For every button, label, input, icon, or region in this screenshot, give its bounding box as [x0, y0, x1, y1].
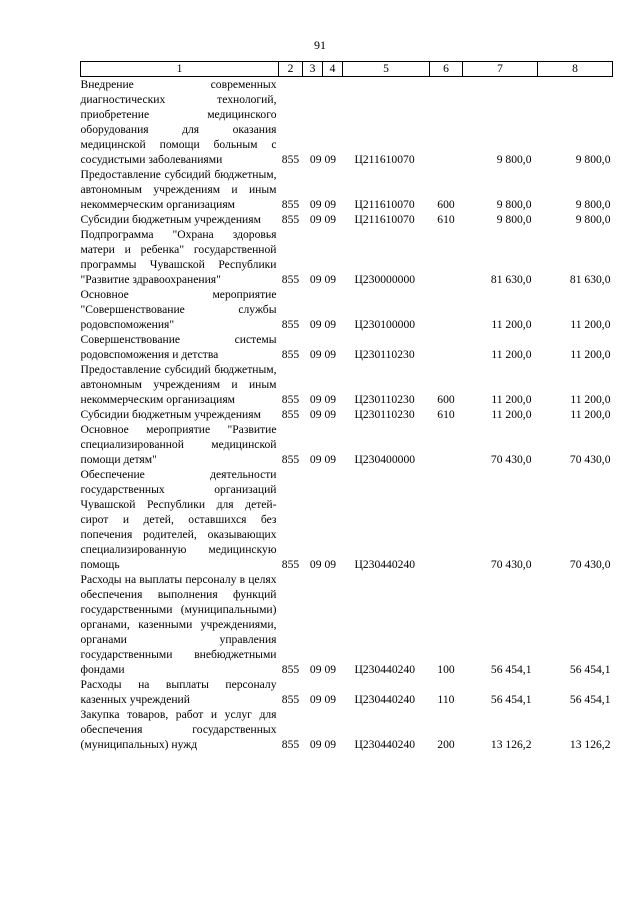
row-name: Закупка товаров, работ и услуг для обеспечения государственных (муниципальных) нужд	[80, 708, 277, 751]
row-amount-1: 11 200,0	[491, 408, 532, 421]
row-expense-type: 100	[437, 663, 455, 676]
row-expense-type	[430, 332, 463, 362]
row-amount-1: 56 454,1	[490, 663, 532, 676]
row-amount-1: 9 800,0	[496, 198, 532, 211]
row-name: Субсидии бюджетным учреждениям	[80, 408, 261, 421]
row-subsection: 09	[324, 348, 337, 361]
row-target-article: Ц230110230	[354, 348, 415, 361]
row-admin-code: 855	[281, 408, 300, 421]
row-section: 09	[309, 408, 322, 421]
row-target-article: Ц230400000	[354, 453, 416, 466]
row-subsection: 09	[324, 213, 337, 226]
row-admin-code: 855	[281, 318, 300, 331]
row-admin-code: 855	[281, 153, 300, 166]
row-admin-code: 855	[281, 273, 300, 286]
row-amount-2: 70 430,0	[569, 453, 611, 466]
row-amount-2: 56 454,1	[569, 693, 611, 706]
row-subsection: 09	[324, 153, 337, 166]
row-target-article: Ц230440240	[354, 738, 416, 751]
row-amount-1: 11 200,0	[491, 318, 532, 331]
header-col-4: 4	[323, 62, 343, 77]
table-row	[81, 422, 613, 467]
row-subsection: 09	[324, 393, 337, 406]
row-name: Предоставление субсидий бюджетным, автономным учреждениям и иным некоммерческим организациям	[80, 168, 277, 211]
row-subsection: 09	[324, 318, 337, 331]
row-target-article: Ц230440240	[354, 558, 416, 571]
table-row	[81, 332, 613, 362]
row-subsection: 09	[324, 738, 337, 751]
row-amount-1: 70 430,0	[490, 453, 532, 466]
row-expense-type: 200	[437, 738, 455, 751]
row-section: 09	[309, 348, 322, 361]
row-admin-code: 855	[281, 198, 300, 211]
row-amount-1: 70 430,0	[490, 558, 532, 571]
row-target-article: Ц211610070	[354, 153, 415, 166]
row-amount-1: 56 454,1	[490, 693, 532, 706]
row-expense-type: 610	[437, 408, 455, 421]
row-amount-2: 11 200,0	[570, 348, 611, 361]
header-col-5: 5	[343, 62, 430, 77]
row-subsection: 09	[324, 663, 337, 676]
table-row	[81, 362, 613, 407]
row-subsection: 09	[324, 453, 337, 466]
header-col-1: 1	[81, 62, 279, 77]
row-target-article: Ц230110230	[354, 408, 415, 421]
row-admin-code: 855	[281, 558, 300, 571]
row-target-article: Ц230000000	[354, 273, 416, 286]
table-row	[81, 167, 613, 212]
row-name: Предоставление субсидий бюджетным, автономным учреждениям и иным некоммерческим организациям	[80, 363, 277, 406]
row-expense-type: 610	[437, 213, 455, 226]
row-section: 09	[309, 453, 322, 466]
row-section: 09	[309, 693, 322, 706]
row-target-article: Ц211610070	[354, 198, 415, 211]
row-section: 09	[309, 273, 322, 286]
table-row	[81, 212, 613, 227]
table-row	[81, 677, 613, 707]
row-expense-type	[430, 467, 463, 572]
row-target-article: Ц230110230	[354, 393, 415, 406]
header-col-8: 8	[538, 62, 613, 77]
row-admin-code: 855	[281, 393, 300, 406]
table-row	[81, 572, 613, 677]
row-amount-2: 9 800,0	[575, 153, 611, 166]
row-target-article: Ц230440240	[354, 663, 416, 676]
row-name: Субсидии бюджетным учреждениям	[80, 213, 261, 226]
budget-table	[80, 61, 613, 752]
row-section: 09	[309, 318, 322, 331]
row-expense-type	[430, 287, 463, 332]
row-section: 09	[309, 153, 322, 166]
row-section: 09	[309, 663, 322, 676]
row-amount-1: 11 200,0	[491, 393, 532, 406]
table-row	[81, 77, 613, 168]
row-target-article: Ц211610070	[354, 213, 415, 226]
row-section: 09	[309, 198, 322, 211]
row-target-article: Ц230100000	[354, 318, 416, 331]
row-name: Расходы на выплаты персоналу в целях обеспечения выполнения функций государственными (муниципальными) органами, казенными учреждениями, органами управления государственными внебюджетными фондами	[80, 573, 277, 676]
row-name: Обеспечение деятельности государственных организаций Чувашской Республики для детей-сирот и детей, оставшихся без попечения родителей, оказывающих специализированную медицинскую помощь	[80, 468, 277, 571]
row-amount-1: 13 126,2	[490, 738, 532, 751]
table-row	[81, 707, 613, 752]
row-amount-2: 9 800,0	[575, 213, 611, 226]
row-name: Расходы на выплаты персоналу казенных учреждений	[80, 678, 277, 706]
row-section: 09	[309, 738, 322, 751]
header-col-3: 3	[303, 62, 323, 77]
row-amount-1: 81 630,0	[490, 273, 532, 286]
row-expense-type: 110	[437, 693, 455, 706]
row-name: Основное мероприятие "Развитие специализированной медицинской помощи детям"	[80, 423, 277, 466]
row-subsection: 09	[324, 693, 337, 706]
row-admin-code: 855	[281, 663, 300, 676]
row-admin-code: 855	[281, 213, 300, 226]
row-expense-type	[430, 227, 463, 287]
row-amount-1: 11 200,0	[491, 348, 532, 361]
row-amount-2: 56 454,1	[569, 663, 611, 676]
row-subsection: 09	[324, 558, 337, 571]
row-section: 09	[309, 558, 322, 571]
row-amount-2: 11 200,0	[570, 393, 611, 406]
row-admin-code: 855	[281, 348, 300, 361]
header-col-6: 6	[430, 62, 463, 77]
row-amount-2: 70 430,0	[569, 558, 611, 571]
header-col-7: 7	[463, 62, 538, 77]
table-row	[81, 407, 613, 422]
row-name: Внедрение современных диагностических технологий, приобретение медицинского оборудования для оказания медицинской помощи больным с сосудистыми заболеваниями	[80, 78, 277, 166]
row-amount-2: 11 200,0	[570, 408, 611, 421]
table-row	[81, 227, 613, 287]
row-admin-code: 855	[281, 738, 300, 751]
row-amount-1: 9 800,0	[496, 153, 532, 166]
header-row	[81, 62, 613, 77]
row-name: Совершенствование системы родовспоможения и детства	[80, 333, 277, 361]
row-amount-2: 11 200,0	[570, 318, 611, 331]
table-row	[81, 467, 613, 572]
row-name: Основное мероприятие "Совершенствование службы родовспоможения"	[80, 288, 277, 331]
row-amount-1: 9 800,0	[496, 213, 532, 226]
table-row	[81, 287, 613, 332]
row-amount-2: 9 800,0	[575, 198, 611, 211]
row-amount-2: 81 630,0	[569, 273, 611, 286]
page-number: 91	[314, 38, 326, 52]
row-expense-type: 600	[437, 198, 455, 211]
row-name: Подпрограмма "Охрана здоровья матери и ребенка" государственной программы Чувашской Республики "Развитие здравоохранения"	[80, 228, 277, 286]
row-admin-code: 855	[281, 693, 300, 706]
row-section: 09	[309, 393, 322, 406]
row-subsection: 09	[324, 273, 337, 286]
row-section: 09	[309, 213, 322, 226]
row-target-article: Ц230440240	[354, 693, 416, 706]
row-admin-code: 855	[281, 453, 300, 466]
row-subsection: 09	[324, 198, 337, 211]
row-amount-2: 13 126,2	[569, 738, 611, 751]
header-col-2: 2	[279, 62, 303, 77]
row-expense-type	[430, 77, 463, 168]
row-expense-type	[430, 422, 463, 467]
row-subsection: 09	[324, 408, 337, 421]
row-expense-type: 600	[437, 393, 455, 406]
